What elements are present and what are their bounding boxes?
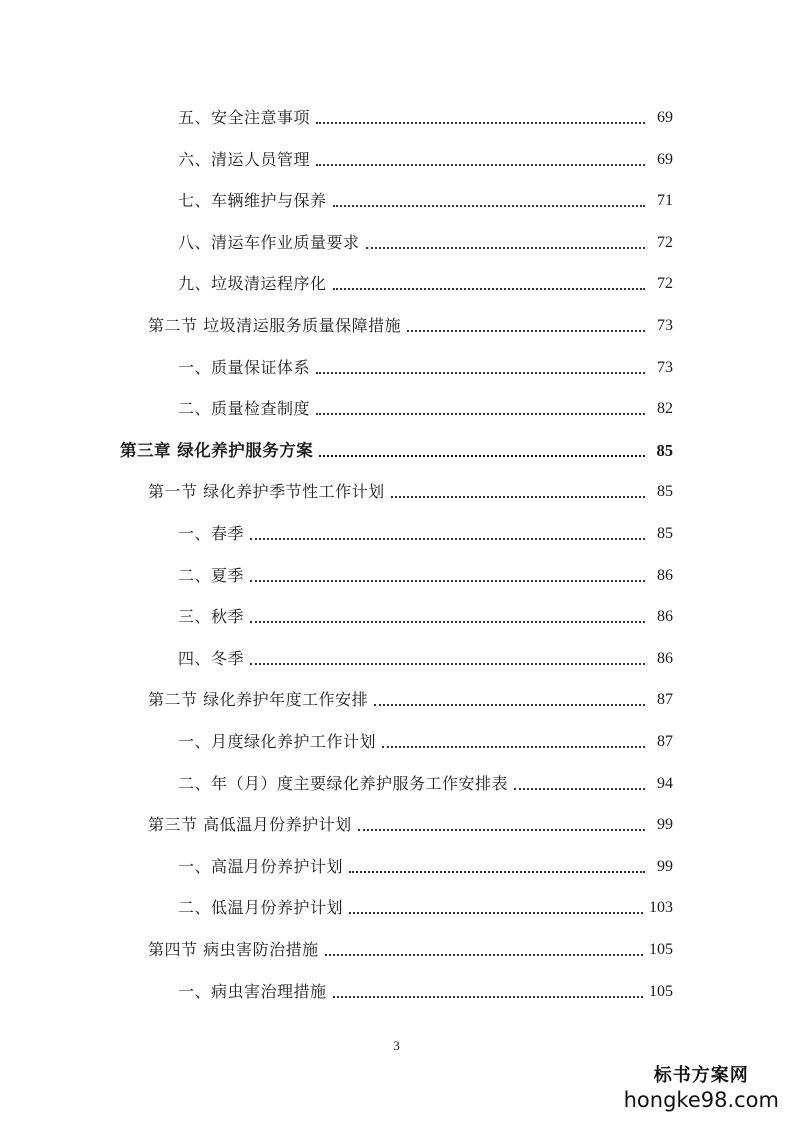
toc-entry-page: 87 <box>657 733 673 750</box>
dot-leader <box>382 746 645 748</box>
toc-entry-label: 一、病虫害治理措施 <box>178 981 327 1001</box>
dot-leader <box>514 788 645 790</box>
toc-subsection-entry <box>178 229 673 253</box>
toc-section-entry <box>148 686 673 710</box>
dot-leader <box>366 247 645 249</box>
dot-leader <box>391 496 645 498</box>
toc-entry-page: 71 <box>657 192 673 210</box>
toc-entry-page: 85 <box>657 483 673 501</box>
dot-leader <box>407 330 645 332</box>
dot-leader <box>250 663 645 665</box>
watermark-cn-text: 标书方案网 <box>653 1065 749 1086</box>
toc-subsection-entry <box>178 520 673 544</box>
dot-leader <box>316 164 645 166</box>
site-watermark <box>624 1061 779 1112</box>
dot-leader <box>349 912 643 914</box>
toc-subsection-entry <box>178 978 673 1002</box>
toc-entry-label: 第三节 高低温月份养护计划 <box>148 815 352 835</box>
toc-subsection-entry <box>178 146 673 170</box>
toc-entry-label: 九、垃圾清运程序化 <box>178 274 327 294</box>
toc-entry-page: 85 <box>657 525 673 542</box>
toc-entry-page: 99 <box>657 857 673 875</box>
toc-subsection-entry <box>178 603 673 627</box>
toc-entry-label: 第一节 绿化养护季节性工作计划 <box>148 482 385 502</box>
watermark-en-text: hongke98.com <box>623 1088 779 1112</box>
toc-entry-label: 五、安全注意事项 <box>178 108 311 127</box>
toc-chapter-entry <box>120 437 673 461</box>
toc-entry-page: 94 <box>657 774 673 792</box>
page-number: 3 <box>393 1038 400 1053</box>
toc-section-entry <box>148 312 673 336</box>
toc-subsection-entry <box>178 104 673 128</box>
toc-entry-page: 86 <box>657 649 673 667</box>
toc-subsection-entry <box>178 395 673 419</box>
dot-leader <box>358 829 645 831</box>
dot-leader <box>374 704 645 706</box>
toc-entry-page: 72 <box>657 233 673 251</box>
toc-subsection-entry <box>178 728 673 752</box>
dot-leader <box>333 205 645 207</box>
toc-entry-page: 87 <box>657 691 673 709</box>
toc-entry-page: 69 <box>657 109 673 126</box>
dot-leader <box>250 580 645 582</box>
toc-entry-label: 一、质量保证体系 <box>178 357 311 377</box>
toc-entry-page: 103 <box>649 899 673 917</box>
toc-entry-label: 七、车辆维护与保养 <box>178 191 327 211</box>
toc-entry-page: 99 <box>657 816 673 834</box>
toc-section-entry <box>148 811 673 835</box>
dot-leader <box>333 288 645 290</box>
toc-entry-label: 第二节 垃圾清运服务质量保障措施 <box>148 316 402 335</box>
dot-leader <box>349 871 645 873</box>
toc-section-entry <box>148 478 673 502</box>
toc-entry-label: 一、春季 <box>178 524 245 543</box>
toc-entry-label: 二、质量检查制度 <box>178 399 311 419</box>
toc-entry-page: 73 <box>657 358 673 376</box>
toc-entry-label: 二、年（月）度主要绿化养护服务工作安排表 <box>178 773 509 793</box>
dot-leader <box>316 372 645 374</box>
toc-entry-page: 72 <box>657 275 673 293</box>
toc-subsection-entry <box>178 354 673 378</box>
toc-subsection-entry <box>178 645 673 669</box>
toc-subsection-entry <box>178 562 673 586</box>
dot-leader <box>325 954 643 956</box>
toc-entry-page: 69 <box>657 150 673 168</box>
toc-entry-label: 六、清运人员管理 <box>178 149 311 169</box>
toc-entry-page: 105 <box>649 982 673 1000</box>
dot-leader <box>316 122 645 124</box>
toc-entry-page: 85 <box>656 440 673 460</box>
toc-subsection-entry <box>178 894 673 918</box>
toc-subsection-entry <box>178 270 673 294</box>
dot-leader <box>250 538 645 540</box>
toc-entry-label: 一、月度绿化养护工作计划 <box>178 732 377 751</box>
toc-entry-label: 四、冬季 <box>178 648 245 668</box>
toc-entry-label: 二、夏季 <box>178 565 245 585</box>
toc-entry-label: 三、秋季 <box>178 607 245 627</box>
dot-leader <box>250 621 645 623</box>
toc-subsection-entry <box>178 853 673 877</box>
toc-entry-page: 82 <box>657 400 673 418</box>
toc-entry-label: 第三章 绿化养护服务方案 <box>120 440 314 460</box>
toc-entry-label: 第四节 病虫害防治措施 <box>148 940 319 959</box>
toc-section-entry <box>148 936 673 960</box>
toc-entry-label: 八、清运车作业质量要求 <box>178 232 360 252</box>
toc-entry-page: 105 <box>649 941 673 958</box>
toc-entry-page: 86 <box>657 566 673 584</box>
toc-subsection-entry <box>178 187 673 211</box>
toc-entry-label: 二、低温月份养护计划 <box>178 898 344 918</box>
dot-leader <box>316 413 645 415</box>
toc-entry-page: 73 <box>657 317 673 334</box>
toc-subsection-entry <box>178 770 673 794</box>
toc-entry-label: 一、高温月份养护计划 <box>178 856 344 876</box>
dot-leader <box>333 996 643 998</box>
toc-entry-page: 86 <box>657 608 673 626</box>
toc-entry-label: 第二节 绿化养护年度工作安排 <box>148 690 369 710</box>
dot-leader <box>319 455 645 457</box>
